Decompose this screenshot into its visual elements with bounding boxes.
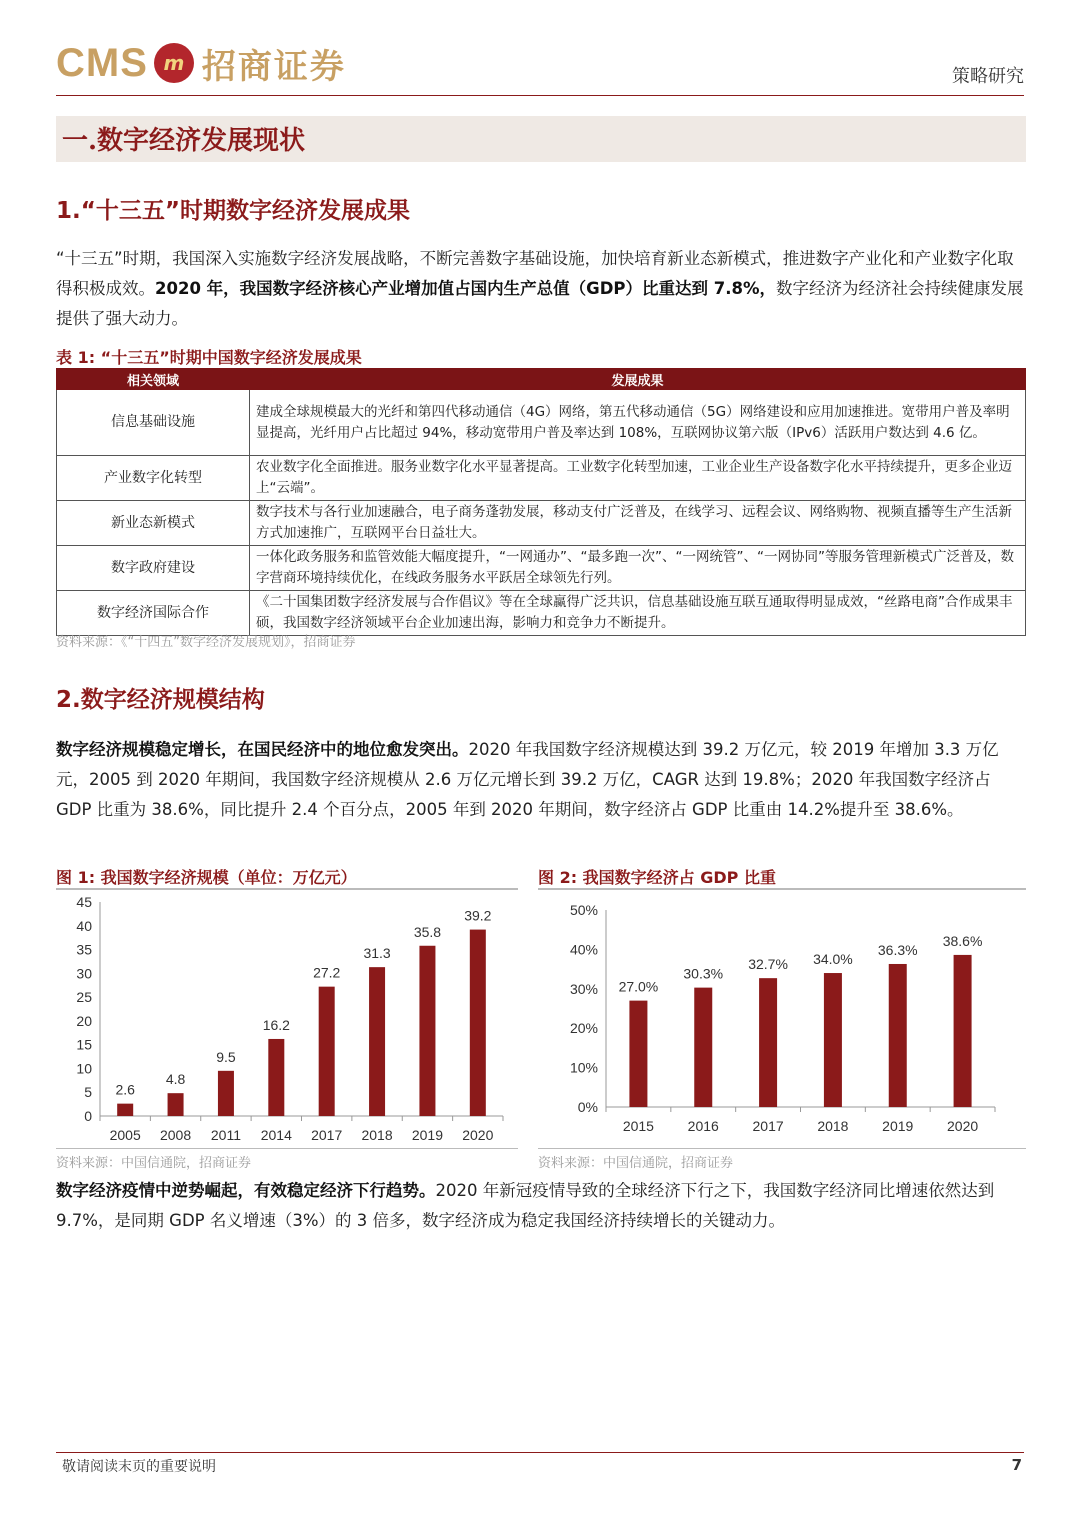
y-tick-label: 5 — [84, 1084, 92, 1101]
y-tick-label: 35 — [76, 941, 92, 958]
x-tick-label: 2008 — [159, 1127, 192, 1143]
paragraph-1 — [56, 244, 1028, 334]
data-label: 31.3 — [363, 945, 391, 962]
paragraph-1-text-c: 数字经济为经济社会持续健康发展提供了强大动力。 — [56, 279, 1024, 328]
y-tick-label: 20 — [76, 1012, 92, 1029]
bar — [319, 987, 335, 1116]
x-tick-label: 2020 — [462, 1127, 494, 1143]
bar — [218, 1071, 234, 1116]
y-tick-label: 40 — [76, 917, 92, 934]
figure-1-source: 资料来源：中国信通院，招商证券 — [56, 1156, 252, 1171]
logo-text-en: CMS — [56, 40, 148, 85]
subsection-title-2: 2.数字经济规模结构 — [56, 687, 265, 713]
table-cell-result: 建成全球规模最大的光纤和第四代移动通信（4G）网络，第五代移动通信（5G）网络建设和应用加速推进。宽带用户普及率明显提高，光纤用户占比超过 94%，移动宽带用户普及率达到 108%，互联网协议第六版（IPv6）活跃用户数达到 4.6 亿。 — [250, 390, 1026, 456]
table-caption: 表 1: “十三五”时期中国数字经济发展成果 — [56, 348, 362, 367]
x-tick-label: 2014 — [260, 1127, 292, 1143]
data-label: 4.8 — [165, 1071, 186, 1088]
data-label: 30.3% — [683, 965, 724, 982]
data-label: 32.7% — [748, 956, 788, 973]
table-row — [57, 591, 1026, 636]
paragraph-1-bold: 2020 年，我国数字经济核心产业增加值占国内生产总值（GDP）比重达到 7.8%， — [155, 279, 777, 298]
bar — [168, 1093, 184, 1116]
table-cell-result: 一体化政务服务和监管效能大幅度提升，“一网通办”、“最多跑一次”、“一网统管”、“一网协同”等服务管理新模式广泛普及，数字营商环境持续优化，在线政务服务水平跃居全球领先行列。 — [250, 546, 1026, 591]
header-divider — [56, 95, 1024, 96]
x-tick-label: 2015 — [622, 1118, 654, 1134]
bar — [629, 1001, 647, 1107]
figure-1-bar-chart — [56, 890, 518, 1148]
bar — [954, 955, 972, 1107]
bar — [369, 967, 385, 1116]
data-label: 34.0% — [813, 951, 853, 968]
bar — [117, 1104, 133, 1116]
data-label: 38.6% — [942, 932, 983, 949]
report-category: 策略研究 — [952, 66, 1024, 87]
bar — [759, 978, 777, 1107]
footer-disclaimer: 敬请阅读末页的重要说明 — [62, 1459, 216, 1475]
data-label: 27.2 — [313, 964, 341, 981]
y-tick-label: 25 — [76, 989, 92, 1006]
y-tick-label: 50% — [569, 902, 598, 918]
y-tick-label: 10% — [569, 1059, 598, 1076]
figure-2-caption: 图 2: 我国数字经济占 GDP 比重 — [538, 868, 776, 887]
bar — [824, 973, 842, 1107]
y-tick-label: 30% — [569, 980, 598, 997]
y-tick-label: 20% — [569, 1020, 598, 1037]
y-tick-label: 10 — [76, 1060, 92, 1077]
y-tick-label: 30 — [76, 965, 92, 982]
figure-2-bar-chart — [538, 890, 1026, 1148]
table-cell-area: 数字经济国际合作 — [57, 591, 250, 636]
data-label: 36.3% — [877, 941, 918, 958]
bar — [694, 988, 712, 1107]
table-header-area: 相关领域 — [57, 369, 250, 390]
table-header-row — [57, 369, 1026, 390]
bar — [268, 1039, 284, 1116]
figure-1-bottom-rule — [56, 1148, 518, 1149]
footer-divider — [56, 1452, 1024, 1453]
achievements-table — [56, 368, 1026, 636]
x-tick-label: 2020 — [947, 1118, 979, 1134]
paragraph-2 — [56, 735, 1028, 825]
paragraph-1-text-a: “十三五”时期，我国深入实施数字经济发展战略，不断完善数字基础设施，加快培育新业态新模式，推进数字产业化和产业数字化取得积极成效。 — [56, 249, 1014, 298]
y-tick-label: 0% — [577, 1099, 598, 1115]
x-tick-label: 2018 — [817, 1118, 849, 1134]
data-label: 9.5 — [216, 1048, 236, 1065]
table-cell-result: 数字技术与各行业加速融合，电子商务蓬勃发展，移动支付广泛普及，在线学习、远程会议、网络购物、视频直播等生产生活新方式加速推广，互联网平台日益壮大。 — [250, 501, 1026, 546]
x-tick-label: 2011 — [210, 1127, 241, 1143]
x-tick-label: 2018 — [361, 1127, 393, 1143]
bar — [889, 964, 907, 1107]
logo-badge-icon: m — [154, 43, 194, 83]
table-source: 资料来源：《“十四五”数字经济发展规划》，招商证券 — [56, 635, 356, 650]
data-label: 16.2 — [262, 1016, 290, 1033]
table-header-result: 发展成果 — [250, 369, 1026, 390]
paragraph-3-bold: 数字经济疫情中逆势崛起，有效稳定经济下行趋势。 — [56, 1181, 436, 1200]
x-tick-label: 2017 — [311, 1127, 343, 1143]
table-cell-area: 数字政府建设 — [57, 546, 250, 591]
data-label: 39.2 — [464, 907, 492, 924]
table-row — [57, 501, 1026, 546]
figure-2-source: 资料来源：中国信通院，招商证券 — [538, 1156, 734, 1171]
y-tick-label: 40% — [569, 941, 598, 958]
table-cell-result: 《二十国集团数字经济发展与合作倡议》等在全球赢得广泛共识，信息基础设施互联互通取得明显成效，“丝路电商”合作成果丰硕，我国数字经济领域平台企业加速出海，影响力和竞争力不断提升。 — [250, 591, 1026, 636]
figure-1-caption: 图 1: 我国数字经济规模（单位：万亿元） — [56, 868, 357, 887]
page-number: 7 — [1011, 1456, 1022, 1474]
table-row — [57, 456, 1026, 501]
y-tick-label: 15 — [76, 1036, 92, 1053]
table-cell-area: 信息基础设施 — [57, 390, 250, 456]
table-row — [57, 546, 1026, 591]
data-label: 35.8 — [413, 923, 442, 940]
x-tick-label: 2005 — [109, 1127, 141, 1143]
paragraph-2-bold: 数字经济规模稳定增长，在国民经济中的地位愈发突出。 — [56, 740, 469, 759]
section-title: 一.数字经济发展现状 — [62, 126, 306, 156]
bar — [470, 930, 486, 1116]
subsection-title-1: 1.“十三五”时期数字经济发展成果 — [56, 198, 410, 224]
data-label: 27.0% — [618, 978, 659, 995]
paragraph-3 — [56, 1176, 1028, 1236]
y-tick-label: 45 — [76, 894, 92, 910]
x-tick-label: 2016 — [687, 1118, 719, 1134]
table-row — [57, 390, 1026, 456]
y-tick-label: 0 — [84, 1108, 92, 1124]
table-cell-area: 产业数字化转型 — [57, 456, 250, 501]
company-logo — [56, 38, 346, 88]
x-tick-label: 2019 — [411, 1127, 444, 1143]
x-tick-label: 2017 — [752, 1118, 784, 1134]
table-cell-area: 新业态新模式 — [57, 501, 250, 546]
logo-text-cn: 招商证券 — [201, 46, 346, 87]
x-tick-label: 2019 — [882, 1118, 914, 1134]
data-label: 2.6 — [115, 1081, 135, 1098]
paragraph-2-text: 2020 年我国数字经济规模达到 39.2 万亿元，较 2019 年增加 3.3 万亿元，2005 到 2020 年期间，我国数字经济规模从 2.6 万亿元增长到 39.2 万亿，CAGR 达到 19.8%；2020 年我国数字经济占 GDP 比重为 38.6%，同比提升 2.4 个百分点，2005 年到 2020 年期间，数字经济占 GDP 比重由 14.2%提升至 38.6%。 — [56, 740, 999, 819]
table-cell-result: 农业数字化全面推进。服务业数字化水平显著提高。工业数字化转型加速，工业企业生产设备数字化水平持续提升，更多企业迈上“云端”。 — [250, 456, 1026, 501]
paragraph-3-text: 2020 年新冠疫情导致的全球经济下行之下，我国数字经济同比增速依然达到 9.7%，是同期 GDP 名义增速（3%）的 3 倍多，数字经济成为稳定我国经济持续增长的关键动力。 — [56, 1181, 995, 1230]
figure-2-bottom-rule — [538, 1148, 1026, 1149]
bar — [419, 946, 435, 1116]
